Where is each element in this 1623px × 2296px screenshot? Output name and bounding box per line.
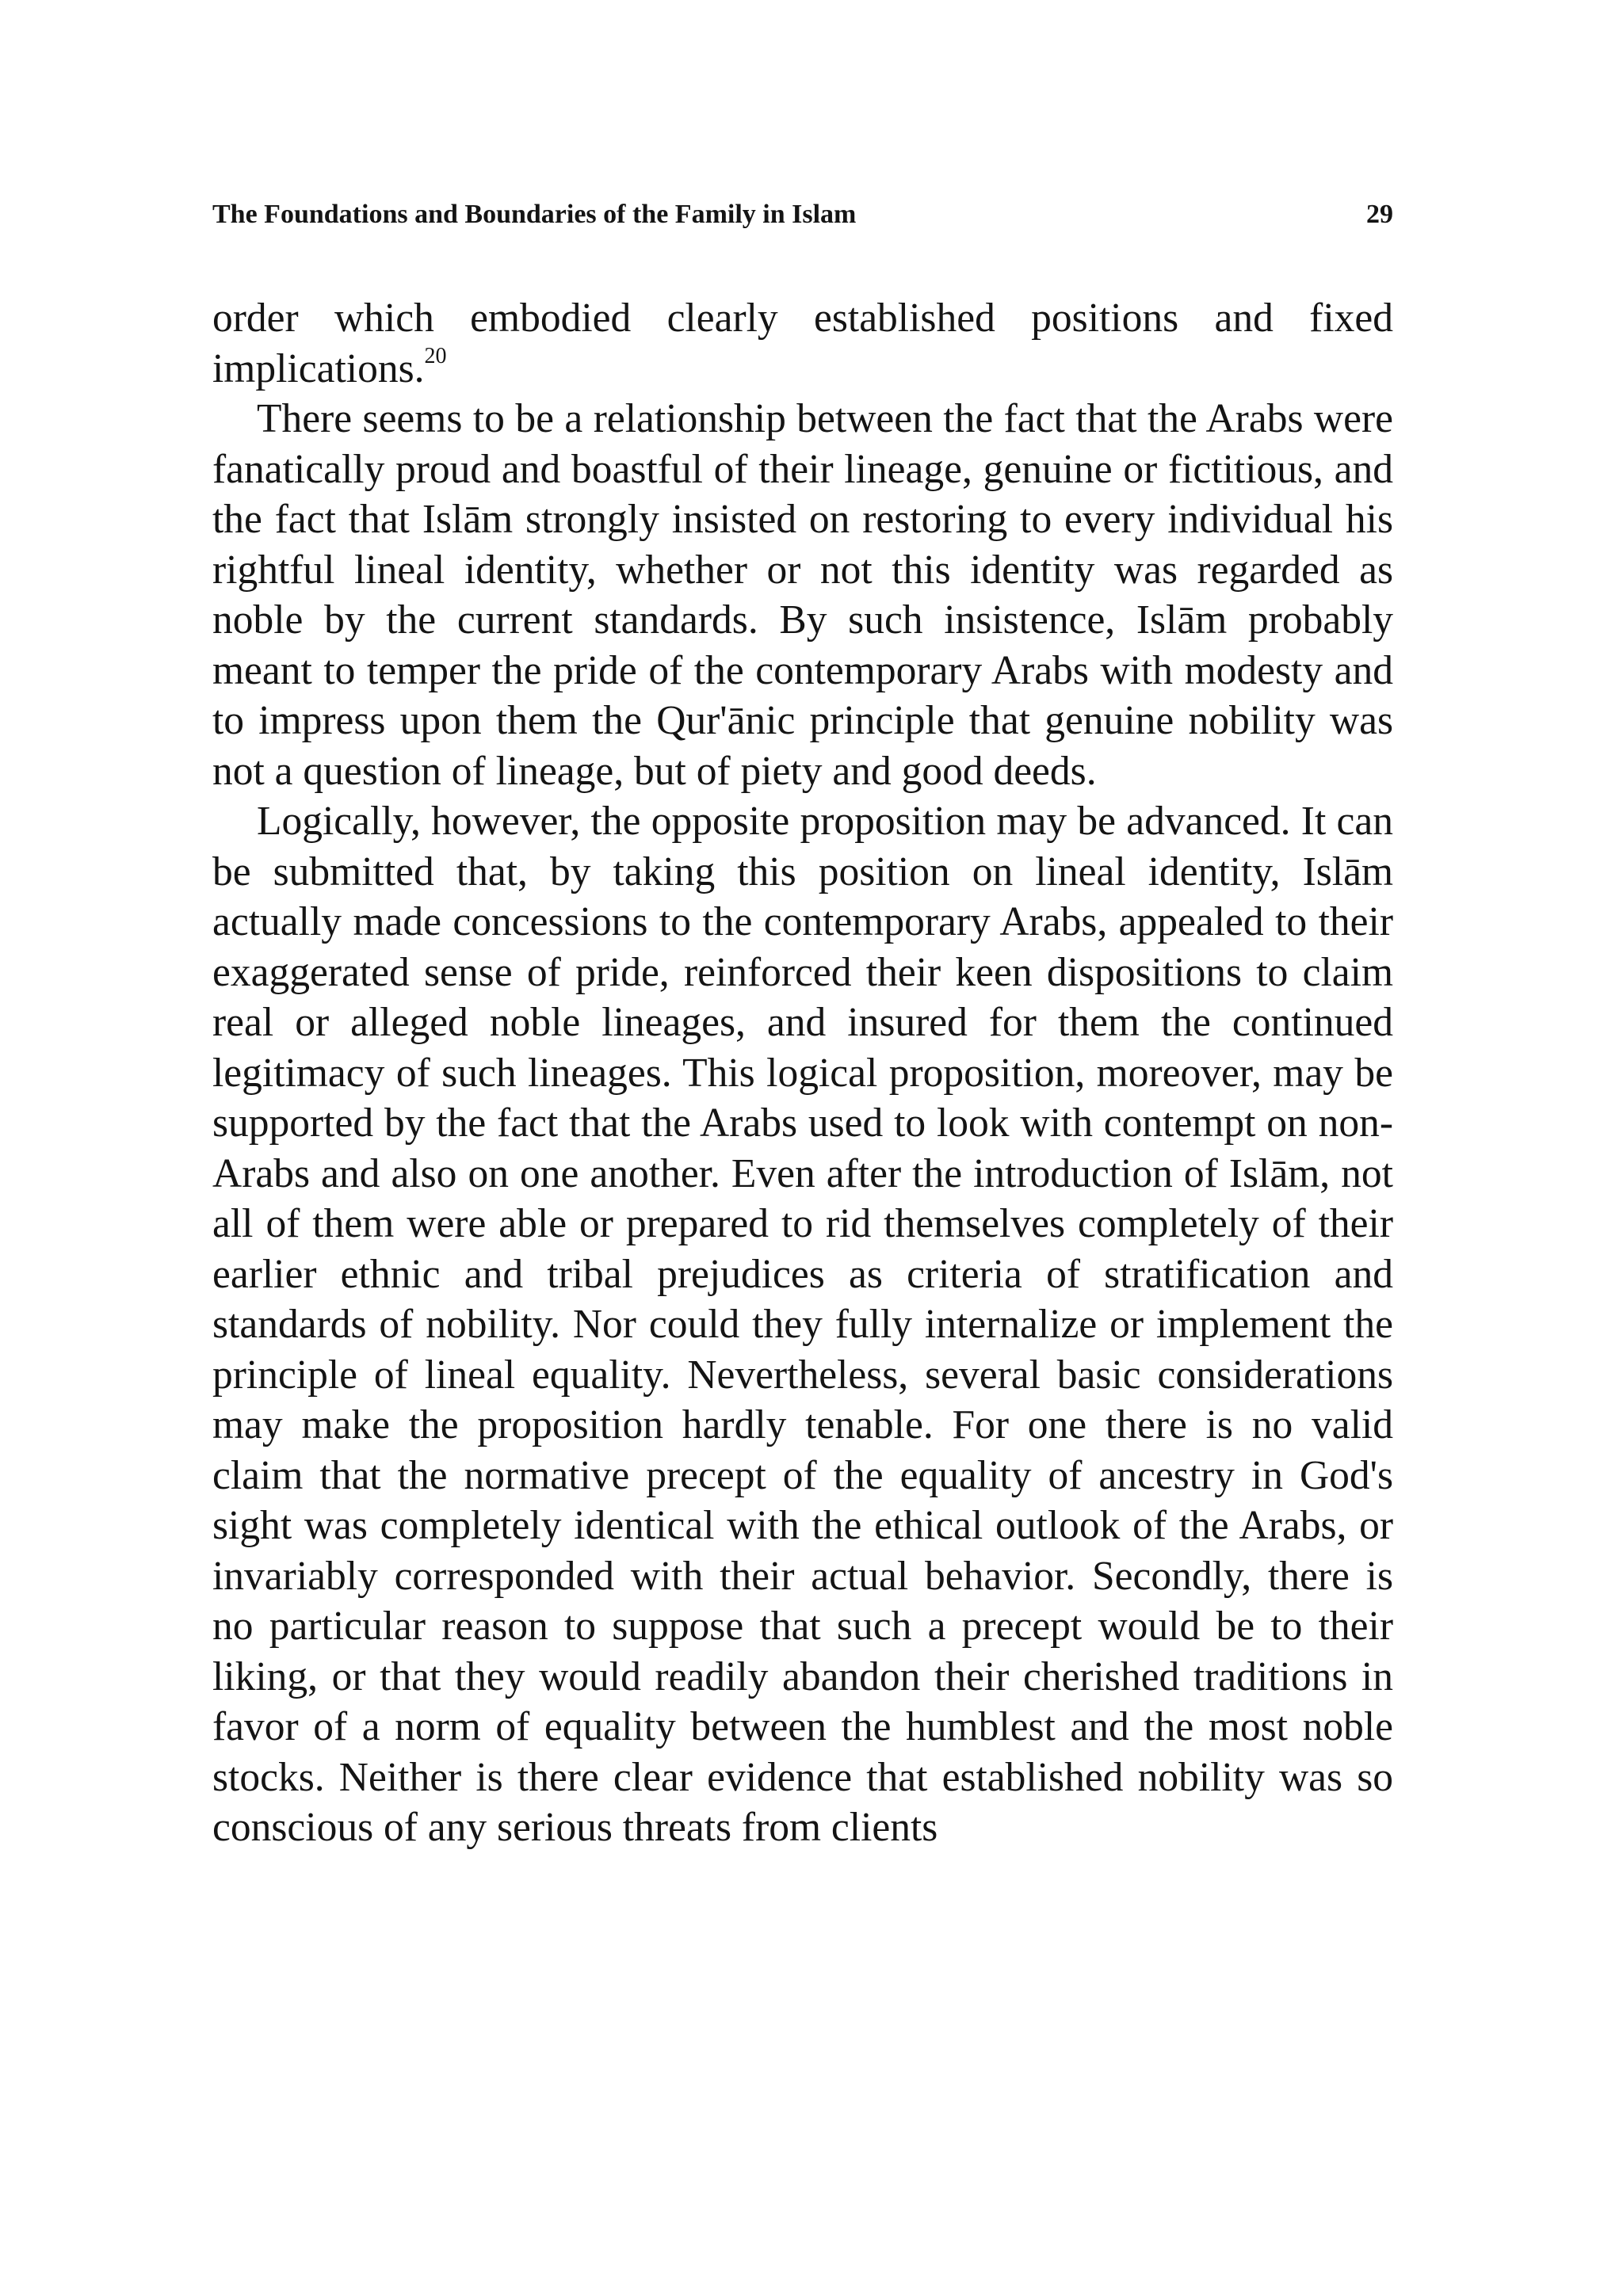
- paragraph: There seems to be a relationship between the fact that the Arabs were fanatically proud and boastful of their lineage, genuine or fictitious, and the fact that Islām strongly insisted on restoring to every individual his rightful lineal identity, whether or not this identity was regarded as noble by the current standards. By such insistence, Islām probably meant to temper the pride of the contemporary Arabs with modesty and to impress upon them the Qur'ānic principle that genuine nobility was not a question of lineage, but of piety and good deeds.: [212, 396, 1393, 794]
- running-head-title: The Foundations and Boundaries of the Family in Islam: [212, 200, 857, 229]
- paragraph: Logically, however, the opposite proposition may be advanced. It can be submitted that, by taking this position on lineal identity, Islām actually made concessions to the contemporary Arabs, appealed to their exaggerated sense of pride, reinforced their keen dispositions to claim real or alleged noble lineages, and insured for them the continued legitimacy of such lineages. This logical proposition, moreover, may be supported by the fact that the Arabs used to look with contempt on non-Arabs and also on one another. Even after the introduction of Islām, not all of them were able or prepared to rid themselves completely of their earlier ethnic and tribal prejudices as criteria of stratification and standards of nobility. Nor could they fully internalize or implement the principle of lineal equality. Nevertheless, several basic considerations may make the proposition hardly tenable. For one there is no valid claim that the normative precept of the equality of ancestry in God's sight was completely identical with the ethical outlook of the Arabs, or invariably corresponded with their actual behavior. Secondly, there is no particular reason to suppose that such a precept would be to their liking, or that they would readily abandon their cherished traditions in favor of a norm of equality between the humblest and the most noble stocks. Neither is there clear evidence that established nobility was so conscious of any serious threats from clients: [212, 799, 1393, 1850]
- footnote-reference: 20: [424, 343, 447, 368]
- body-text: [212, 293, 1393, 1853]
- paragraph-text: order which embodied clearly established positions and fixed implications.: [212, 296, 1393, 391]
- running-head: [212, 195, 1393, 235]
- page-number: 29: [1366, 200, 1393, 229]
- paragraph-continued: [212, 293, 1393, 394]
